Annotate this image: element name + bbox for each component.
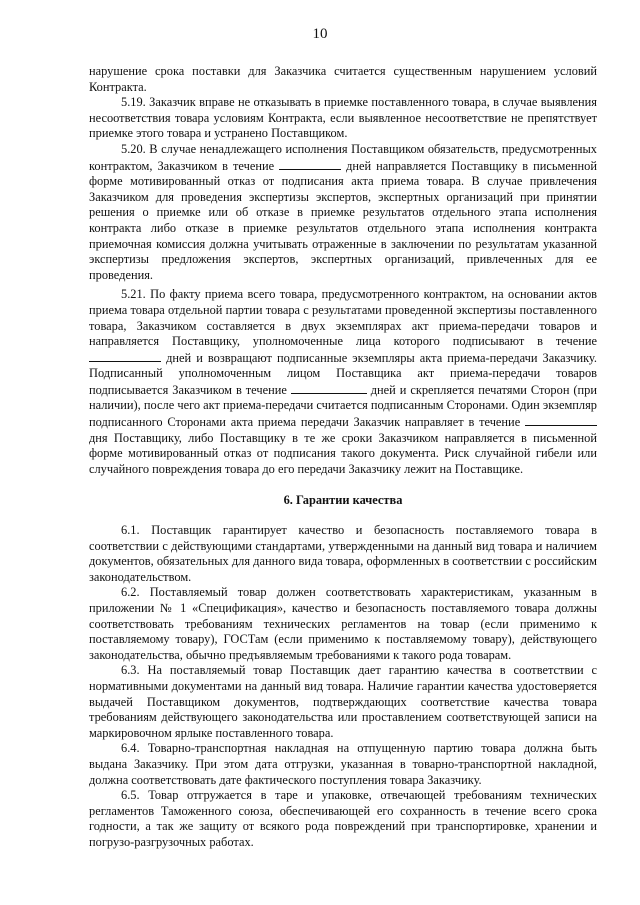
paragraph-5-21-part1: 5.21. По факту приема всего товара, предусмотренного контрактом, на основании актов приема товара отдельной партии товара с результатами проведенной экспертизы поставленного товара, Заказчиком составляется в двух экземплярах акт приема-передачи товаров и направляется Поставщику, уполномоченные лица которого подписывают в течение	[89, 287, 597, 349]
document-body	[89, 64, 597, 851]
paragraph-5-20-part2: дней направляется Поставщику в письменной форме мотивированный отказ от подписания акта приема товара. В случае привлечения Заказчиком для проведения экспертизы экспертов, экспертных организаций при принятии решения о приемке или об отказе в приемке результатов отдельного этапа исполнения контракта либо отказе в приемке результатов отдельного этапа исполнения контракта приемочная комиссия должна учитывать отраженные в заключении по результатам указанной экспертизы предложения экспертов, экспертных организаций, привлеченных для ее проведения.	[89, 158, 597, 282]
paragraph-6-4: 6.4. Товарно-транспортная накладная на отпущенную партию товара должна быть выдана Заказчику. При этом дата отгрузки, указанная в товарно-транспортной накладной, должна соответствовать дате фактического поступления товара Заказчику.	[89, 741, 597, 787]
fill-in-blank-days	[525, 414, 597, 426]
paragraph-5-21-part3: дней и скрепляется печатями Сторон (при наличии), после чего акт приема-передачи считается подписанным Сторонами. Один экземпляр подписанного Сторонами акта приема передачи Заказчик направляет в течение	[89, 382, 597, 430]
fill-in-blank-days	[279, 158, 341, 170]
paragraph-5-19: 5.19. Заказчик вправе не отказывать в приемке поставленного товара, в случае выявления несоответствия товара условиям Контракта, если выявленное несоответствие не препятствует приемке этого товара и устранено Поставщиком.	[89, 95, 597, 141]
paragraph-5-20	[89, 142, 597, 283]
paragraph-6-5: 6.5. Товар отгружается в таре и упаковке, отвечающей требованиям технических регламентов Таможенного союза, обеспечивающей его сохранность в течение всего срока годности, а так же защиту от всякого рода повреждений при транспортировке, хранении и погрузо-разгрузочных работах.	[89, 788, 597, 849]
paragraph-5-20-part1: 5.20. В случае ненадлежащего исполнения Поставщиком обязательств, предусмотренных контрактом, Заказчиком в течение	[89, 141, 597, 173]
paragraph-5-21-part4: дня Поставщику, либо Поставщику в те же сроки Заказчиком направляется в письменной форме мотивированный отказ от подписания такого документа. Риск случайной гибели или случайного повреждения товара до его передачи Заказчику лежит на Поставщике.	[89, 430, 597, 476]
paragraph-continuation: нарушение срока поставки для Заказчика считается существенным нарушением условий Контракта.	[89, 64, 597, 94]
paragraph-5-21-part2: дней и возвращают подписанные экземпляры акта приема-передачи Заказчику. Подписанный уполномоченным лицом Поставщика акт приема-передачи товаров подписывается Заказчиком в течение	[89, 350, 597, 397]
fill-in-blank-days	[291, 382, 367, 394]
paragraph-6-2: 6.2. Поставляемый товар должен соответствовать характеристикам, указанным в приложении № 1 «Спецификация», качество и безопасность поставляемого товара должны соответствовать требованиям технических регламентов на товар (если применимо к поставляемому товару), ГОСТам (если применимо к поставляемому товару), действующего законодательства, обычно предъявляемым требованиями к такого рода товарам.	[89, 585, 597, 662]
paragraph-5-21	[89, 287, 597, 477]
page-number: 10	[312, 26, 328, 42]
paragraph-6-1: 6.1. Поставщик гарантирует качество и безопасность поставляемого товара в соответствии с действующими стандартами, утвержденными на данный вид товара и наличием документов, обязательных для данного вида товара, оформленных в соответствии с российским законодательством.	[89, 523, 597, 584]
fill-in-blank-days	[89, 350, 161, 362]
paragraph-6-3: 6.3. На поставляемый товар Поставщик дает гарантию качества в соответствии с нормативными документами на данный вид товара. Наличие гарантии качества удостоверяется выдачей Поставщиком документов, подтверждающих соответствие качества товара требованиям действующего законодательства или проставлением соответствующей записи на маркировочном ярлыке поставленного товара.	[89, 663, 597, 740]
section-heading: 6. Гарантии качества	[283, 493, 403, 508]
